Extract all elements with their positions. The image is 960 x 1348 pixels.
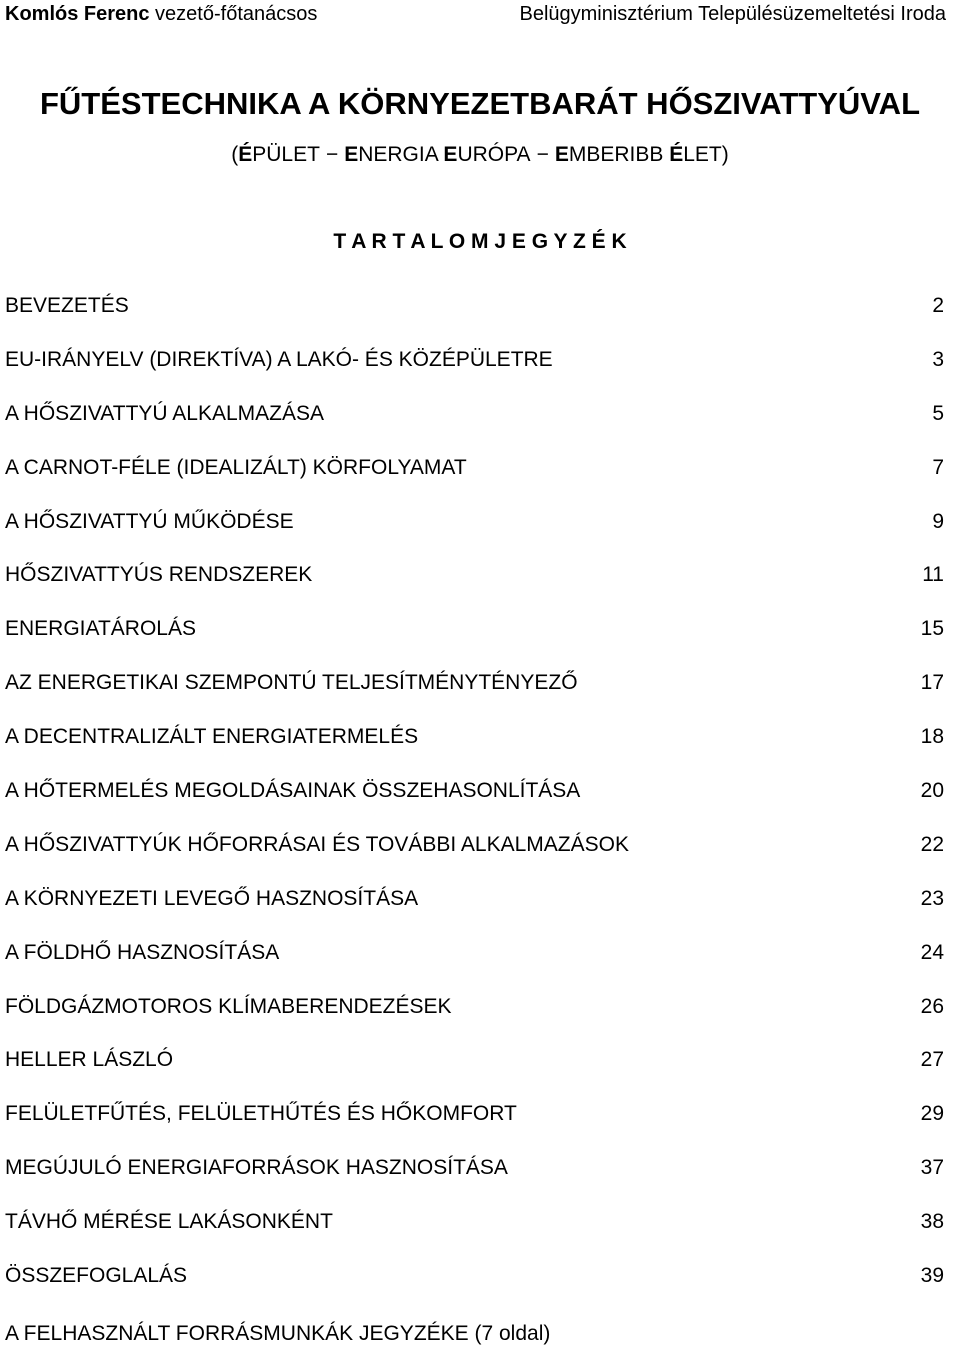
header-author [5, 2, 317, 26]
toc-entry-page: 7 [932, 455, 944, 479]
toc-entry-page: 3 [932, 347, 944, 371]
toc-entry[interactable] [5, 508, 944, 562]
toc-entry-page: 18 [920, 725, 944, 749]
toc-entry-page: 23 [920, 886, 944, 910]
toc-entry[interactable] [5, 561, 944, 615]
toc-entry-title: A HŐSZIVATTYÚ ALKALMAZÁSA [5, 401, 324, 425]
toc-entry[interactable] [5, 1100, 944, 1154]
toc-entry[interactable] [5, 292, 944, 346]
toc-entry-page: 37 [920, 1156, 944, 1180]
toc-entry[interactable] [5, 939, 944, 993]
subtitle-initial: É [669, 143, 684, 166]
toc-entry-title: FÖLDGÁZMOTOROS KLÍMABERENDEZÉSEK [5, 994, 452, 1018]
toc-entry-page: 27 [920, 1048, 944, 1072]
toc-entry-title: A HŐSZIVATTYÚ MŰKÖDÉSE [5, 509, 294, 533]
toc-entry-page: 22 [920, 832, 944, 856]
subtitle-word: LET [683, 143, 722, 166]
subtitle-initial: E [443, 143, 458, 166]
subtitle-dash: − [536, 143, 549, 166]
subtitle-word: MBERIBB [568, 143, 664, 166]
toc-entry-page: 17 [920, 671, 944, 695]
toc-entry-title: ENERGIATÁROLÁS [5, 617, 196, 641]
toc-entry-title: A KÖRNYEZETI LEVEGŐ HASZNOSÍTÁSA [5, 886, 419, 910]
toc-sources-entry[interactable]: A FELHASZNÁLT FORRÁSMUNKÁK JEGYZÉKE (7 oldal) [5, 1322, 551, 1345]
toc-entry[interactable] [5, 400, 944, 454]
subtitle-dash: − [325, 143, 339, 166]
toc-entry[interactable] [5, 1046, 944, 1100]
toc-entry-title: A HŐSZIVATTYÚK HŐFORRÁSAI ÉS TOVÁBBI ALKALMAZÁSOK [5, 832, 629, 856]
toc-entry-title: A FÖLDHŐ HASZNOSÍTÁSA [5, 940, 280, 964]
toc-entry-title: ÖSSZEFOGLALÁS [5, 1264, 188, 1288]
toc-entry-title: HŐSZIVATTYÚS RENDSZEREK [5, 563, 313, 587]
toc-entry-title: BEVEZETÉS [5, 294, 129, 317]
toc-entry-title: A CARNOT-FÉLE (IDEALIZÁLT) KÖRFOLYAMAT [5, 455, 467, 479]
toc-entry-title: EU-IRÁNYELV (DIREKTÍVA) A LAKÓ- ÉS KÖZÉPÜLETRE [5, 347, 553, 371]
toc-entry[interactable] [5, 615, 944, 669]
toc-entry[interactable] [5, 1262, 944, 1316]
author-name: Komlós Ferenc [5, 3, 150, 25]
toc-entry-page: 38 [920, 1210, 944, 1234]
subtitle-word: PÜLET [252, 143, 320, 166]
toc-entry-title: A HŐTERMELÉS MEGOLDÁSAINAK ÖSSZEHASONLÍTÁSA [5, 779, 581, 803]
toc-entry-page: 9 [932, 509, 944, 533]
toc-entry-page: 29 [920, 1102, 944, 1126]
toc-entry[interactable] [5, 777, 944, 831]
toc-entry[interactable] [5, 885, 944, 939]
toc-entry-page: 5 [932, 401, 944, 425]
document-title: FŰTÉSTECHNIKA A KÖRNYEZETBARÁT HŐSZIVATTYÚVAL [39, 86, 921, 121]
subtitle-open-paren: ( [231, 143, 239, 166]
toc-entry-title: MEGÚJULÓ ENERGIAFORRÁSOK HASZNOSÍTÁSA [5, 1156, 508, 1180]
subtitle-close-paren: ) [721, 143, 729, 166]
toc-entry[interactable] [5, 1208, 944, 1262]
toc-entry-title: TÁVHŐ MÉRÉSE LAKÁSONKÉNT [5, 1210, 333, 1234]
toc-entry[interactable] [5, 831, 944, 885]
toc-entry-title: HELLER LÁSZLÓ [5, 1048, 174, 1072]
toc-entry[interactable] [5, 1154, 944, 1208]
toc-entry-page: 26 [920, 994, 944, 1018]
toc-entry-page: 2 [932, 294, 944, 317]
toc-entry[interactable] [5, 993, 944, 1047]
toc-entry[interactable] [5, 669, 944, 723]
table-of-contents [5, 292, 944, 1316]
subtitle-word: URÓPA [457, 143, 531, 166]
page-header [0, 0, 960, 28]
subtitle-initial: E [344, 143, 359, 166]
toc-entry[interactable] [5, 454, 944, 508]
toc-entry-title: A DECENTRALIZÁLT ENERGIATERMELÉS [5, 725, 419, 749]
toc-entry-page: 11 [922, 563, 944, 587]
toc-entry-title: FELÜLETFŰTÉS, FELÜLETHŰTÉS ÉS HŐKOMFORT [5, 1102, 517, 1126]
toc-entry[interactable] [5, 346, 944, 400]
subtitle-word: NERGIA [358, 143, 438, 166]
subtitle-initial: E [554, 143, 569, 166]
author-role: vezető-főtanácsos [155, 3, 318, 25]
toc-entry-page: 15 [920, 617, 944, 641]
toc-heading: T A R T A L O M J E G Y Z É K [333, 230, 627, 253]
toc-entry-page: 20 [920, 779, 944, 803]
toc-entry-title: AZ ENERGETIKAI SZEMPONTÚ TELJESÍTMÉNYTÉNYEZŐ [5, 671, 578, 695]
toc-entry-page: 24 [920, 940, 944, 964]
document-subtitle [0, 141, 960, 169]
toc-entry-page: 39 [920, 1264, 944, 1288]
header-organization: Belügyminisztérium Településüzemeltetési Iroda [519, 3, 946, 25]
toc-entry[interactable] [5, 723, 944, 777]
subtitle-initial: É [238, 143, 253, 166]
